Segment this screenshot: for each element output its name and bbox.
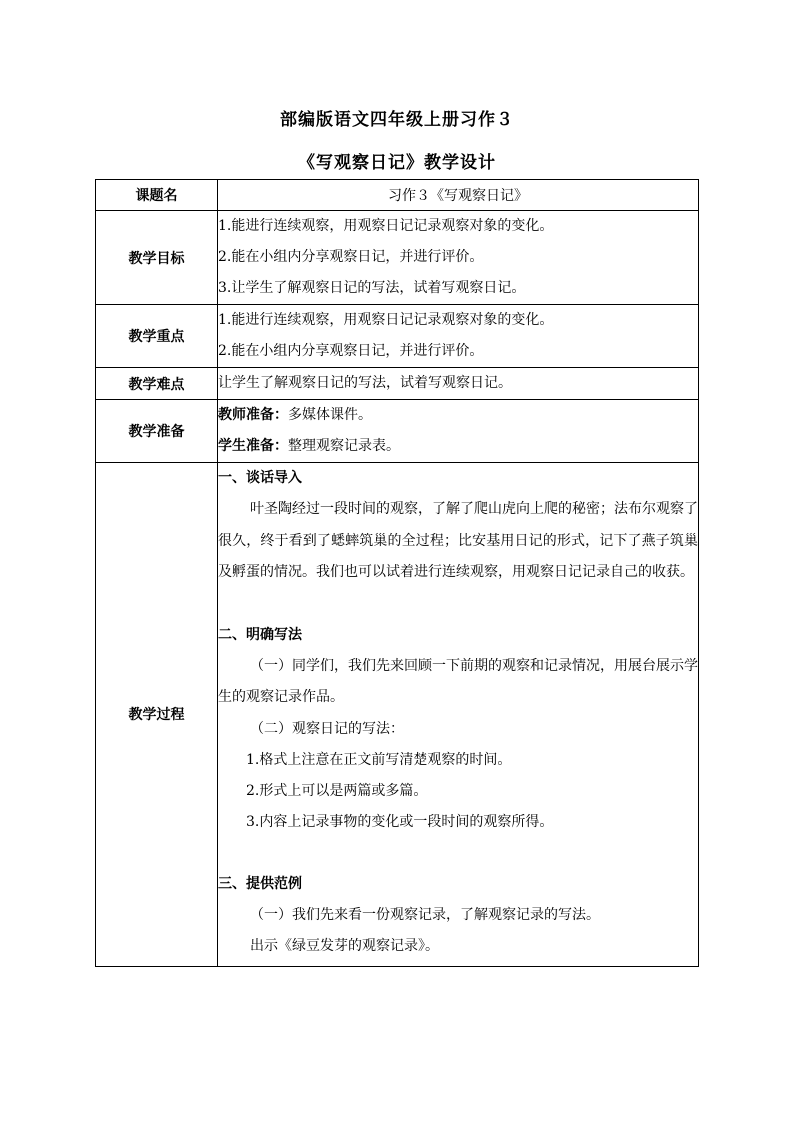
- method-item: 1.格式上注意在正文前写清楚观察的时间。: [246, 751, 512, 768]
- student-preparation: [218, 431, 698, 462]
- difficulty-text: 让学生了解观察日记的写法，试着写观察日记。: [218, 375, 512, 391]
- row-value-process: [218, 463, 699, 967]
- goal-item: 3.让学生了解观察日记的写法，试着写观察日记。: [218, 280, 526, 296]
- table-row-preparation: [96, 400, 699, 463]
- row-label-key-points: 教学重点: [96, 305, 218, 368]
- key-point-item: 2.能在小组内分享观察日记，并进行评价。: [218, 343, 484, 359]
- row-label-topic: 课题名: [96, 180, 218, 211]
- page-title: 部编版语文四年级上册习作３: [280, 110, 514, 130]
- section-heading: 二、明确写法: [218, 626, 302, 643]
- student-preparation-label: 学生准备：: [218, 438, 288, 454]
- row-value-topic: 习作３《写观察日记》: [218, 180, 699, 211]
- row-value-goals: [218, 211, 699, 305]
- student-preparation-value: 整理观察记录表。: [288, 438, 400, 454]
- page-subtitle: 《写观察日记》教学设计: [298, 153, 496, 173]
- goal-item: 1.能进行连续观察，用观察日记记录观察对象的变化。: [218, 218, 554, 234]
- blank-line: [218, 838, 698, 869]
- row-label-difficulty: 教学难点: [96, 368, 218, 400]
- key-point-item: 1.能进行连续观察，用观察日记记录观察对象的变化。: [218, 312, 554, 328]
- table-row-goals: [96, 211, 699, 305]
- teacher-preparation-label: 教师准备：: [218, 407, 288, 423]
- teacher-preparation: [218, 400, 698, 431]
- row-label-goals: 教学目标: [96, 211, 218, 305]
- row-value-preparation: [218, 400, 699, 463]
- blank-line: [218, 589, 698, 620]
- table-row-key-points: [96, 305, 699, 368]
- table-row-topic: [96, 180, 699, 211]
- method-item: 3.内容上记录事物的变化或一段时间的观察所得。: [246, 813, 554, 830]
- lesson-plan-table: [95, 179, 699, 967]
- section-line: （一）我们先来看一份观察记录，了解观察记录的写法。: [250, 906, 600, 923]
- section-heading: 一、谈话导入: [218, 470, 302, 486]
- method-item: 2.形式上可以是两篇或多篇。: [246, 782, 428, 799]
- row-value-difficulty: [218, 368, 699, 400]
- section-paragraph: （一）同学们，我们先来回顾一下前期的观察和记录情况，用展台展示学生的观察记录作品。: [218, 657, 698, 705]
- section-subheading: （二）观察日记的写法：: [250, 720, 404, 737]
- table-row-process: [96, 463, 699, 967]
- row-value-key-points: [218, 305, 699, 368]
- section-heading: 三、提供范例: [218, 875, 302, 892]
- teacher-preparation-value: 多媒体课件。: [288, 407, 372, 423]
- goal-item: 2.能在小组内分享观察日记，并进行评价。: [218, 249, 484, 265]
- section-line: 出示《绿豆发芽的观察记录》。: [250, 937, 439, 954]
- section-paragraph: 叶圣陶经过一段时间的观察，了解了爬山虎向上爬的秘密；法布尔观察了很久，终于看到了蟋蟀筑巢的全过程；比安基用日记的形式，记下了燕子筑巢及孵蛋的情况。我们也可以试着进行连续观察，用观察日记记录自己的收获。: [218, 501, 698, 580]
- table-row-difficulty: [96, 368, 699, 400]
- row-label-process: 教学过程: [96, 463, 218, 967]
- row-label-preparation: 教学准备: [96, 400, 218, 463]
